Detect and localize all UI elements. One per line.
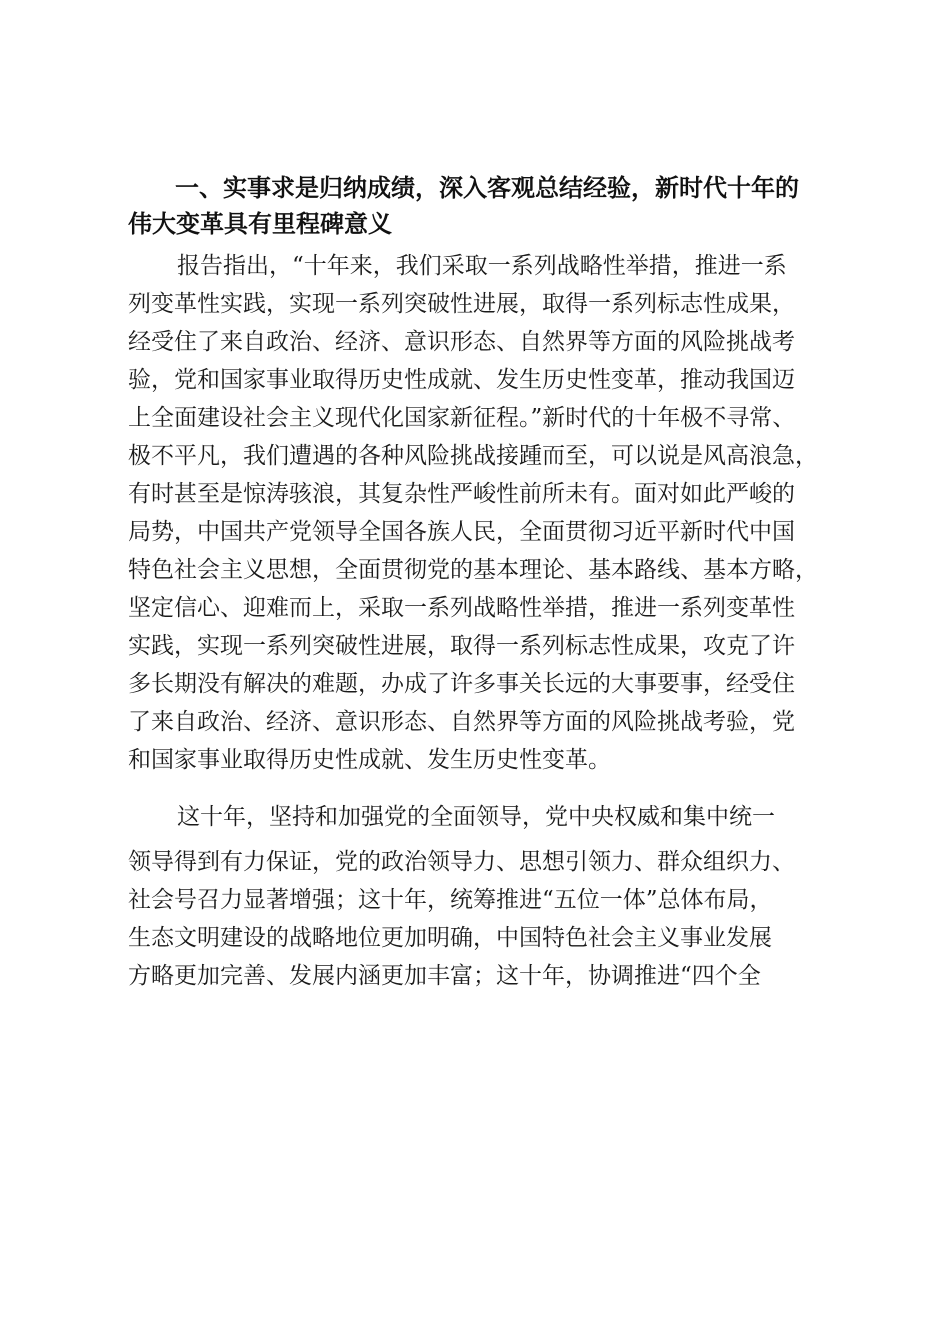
paragraph-line: 报告指出，“十年来，我们采取一系列战略性举措，推进一系 <box>177 253 787 279</box>
paragraph-line: 坚定信心、迎难而上，采取一系列战略性举措，推进一系列变革性 <box>128 595 795 621</box>
paragraph-line: 这十年，坚持和加强党的全面领导，党中央权威和集中统一 <box>177 804 775 830</box>
paragraph-line: 了来自政治、经济、意识形态、自然界等方面的风险挑战考验，党 <box>128 709 795 735</box>
paragraph-line: 验，党和国家事业取得历史性成就、发生历史性变革，推动我国迈 <box>128 367 795 393</box>
paragraph-line: 方略更加完善、发展内涵更加丰富；这十年，协调推进“四个全 <box>128 963 761 989</box>
paragraph-line: 经受住了来自政治、经济、意识形态、自然界等方面的风险挑战考 <box>128 329 795 355</box>
paragraph-line: 局势，中国共产党领导全国各族人民，全面贯彻习近平新时代中国 <box>128 519 795 545</box>
paragraph-line: 生态文明建设的战略地位更加明确，中国特色社会主义事业发展 <box>128 925 772 951</box>
paragraph-line: 多长期没有解决的难题，办成了许多事关长远的大事要事，经受住 <box>128 671 795 697</box>
paragraph-line: 列变革性实践，实现一系列突破性进展，取得一系列标志性成果， <box>128 291 795 317</box>
heading-line: 伟大变革具有里程碑意义 <box>128 210 392 238</box>
paragraph-line: 社会号召力显著增强；这十年，统筹推进“五位一体”总体布局， <box>128 887 773 913</box>
paragraph-line: 极不平凡，我们遭遇的各种风险挑战接踵而至，可以说是风高浪急， <box>128 443 818 469</box>
paragraph-line: 和国家事业取得历史性成就、发生历史性变革。 <box>128 747 611 773</box>
heading-line: 一、实事求是归纳成绩，深入客观总结经验，新时代十年的 <box>175 174 799 202</box>
paragraph-line: 领导得到有力保证，党的政治领导力、思想引领力、群众组织力、 <box>128 849 795 875</box>
paragraph-line: 上全面建设社会主义现代化国家新征程。”新时代的十年极不寻常、 <box>128 405 796 431</box>
paragraph-line: 有时甚至是惊涛骇浪，其复杂性严峻性前所未有。面对如此严峻的 <box>128 481 795 507</box>
paragraph-line: 实践，实现一系列突破性进展，取得一系列标志性成果，攻克了许 <box>128 633 795 659</box>
paragraph-line: 特色社会主义思想，全面贯彻党的基本理论、基本路线、基本方略， <box>128 557 818 583</box>
